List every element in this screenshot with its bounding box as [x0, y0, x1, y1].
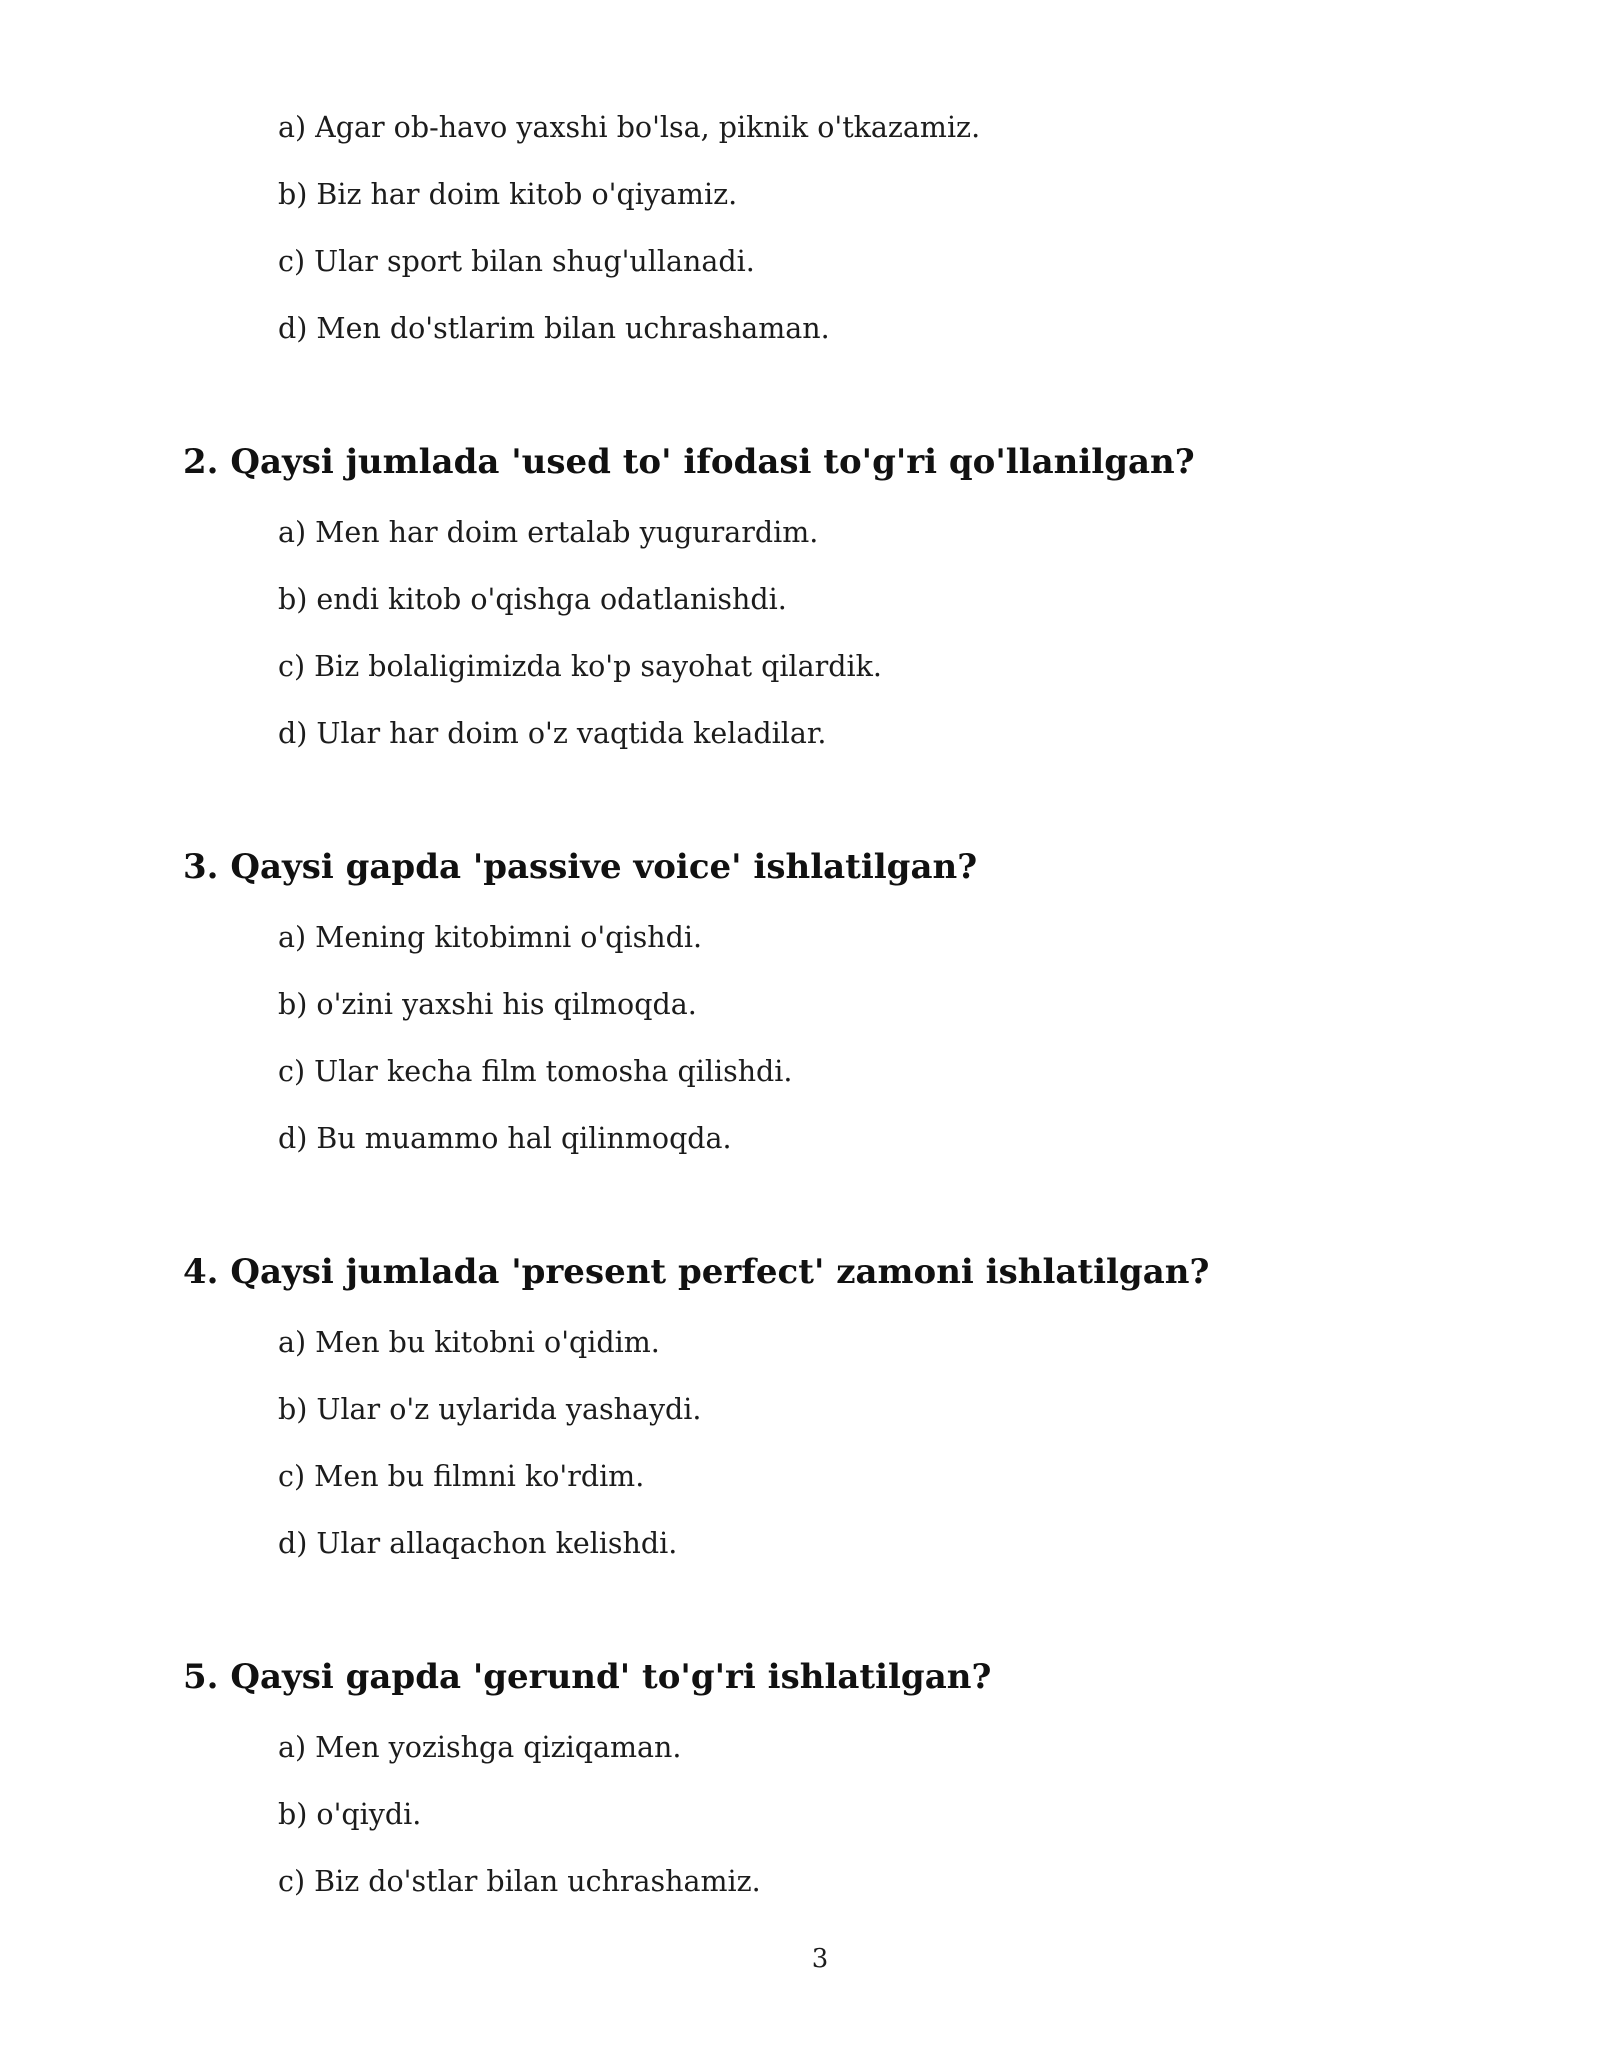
option-4b: b) Ular o'z uylarida yashaydi. — [278, 1393, 702, 1426]
option-5a: a) Men yozishga qiziqaman. — [278, 1731, 682, 1764]
option-1c: c) Ular sport bilan shug'ullanadi. — [278, 245, 755, 278]
option-3d: d) Bu muammo hal qilinmoqda. — [278, 1122, 732, 1155]
option-3b: b) o'zini yaxshi his qilmoqda. — [278, 988, 697, 1021]
option-4a: a) Men bu kitobni o'qidim. — [278, 1326, 660, 1359]
option-2a: a) Men har doim ertalab yugurardim. — [278, 516, 819, 549]
question-3-title: 3. Qaysi gapda 'passive voice' ishlatilgan? — [183, 847, 978, 887]
option-3a: a) Mening kitobimni o'qishdi. — [278, 921, 703, 954]
option-4d: d) Ular allaqachon kelishdi. — [278, 1527, 678, 1560]
option-2c: c) Biz bolaligimizda ko'p sayohat qilardik. — [278, 650, 882, 683]
page-number: 3 — [811, 1944, 829, 1974]
option-5b: b) o'qiydi. — [278, 1798, 422, 1831]
option-1b: b) Biz har doim kitob o'qiyamiz. — [278, 178, 738, 211]
option-1a: a) Agar ob-havo yaxshi bo'lsa, piknik o'tkazamiz. — [278, 111, 981, 144]
option-4c: c) Men bu filmni ko'rdim. — [278, 1460, 645, 1493]
question-2-title: 2. Qaysi jumlada 'used to' ifodasi to'g'ri qo'llanilgan? — [183, 442, 1195, 482]
option-2d: d) Ular har doim o'z vaqtida keladilar. — [278, 717, 827, 750]
question-5-title: 5. Qaysi gapda 'gerund' to'g'ri ishlatilgan? — [183, 1657, 992, 1697]
option-1d: d) Men do'stlarim bilan uchrashaman. — [278, 312, 830, 345]
option-3c: c) Ular kecha film tomosha qilishdi. — [278, 1055, 793, 1088]
option-2b: b) endi kitob o'qishga odatlanishdi. — [278, 583, 787, 616]
option-5c: c) Biz do'stlar bilan uchrashamiz. — [278, 1865, 761, 1898]
question-4-title: 4. Qaysi jumlada 'present perfect' zamoni ishlatilgan? — [183, 1252, 1210, 1292]
